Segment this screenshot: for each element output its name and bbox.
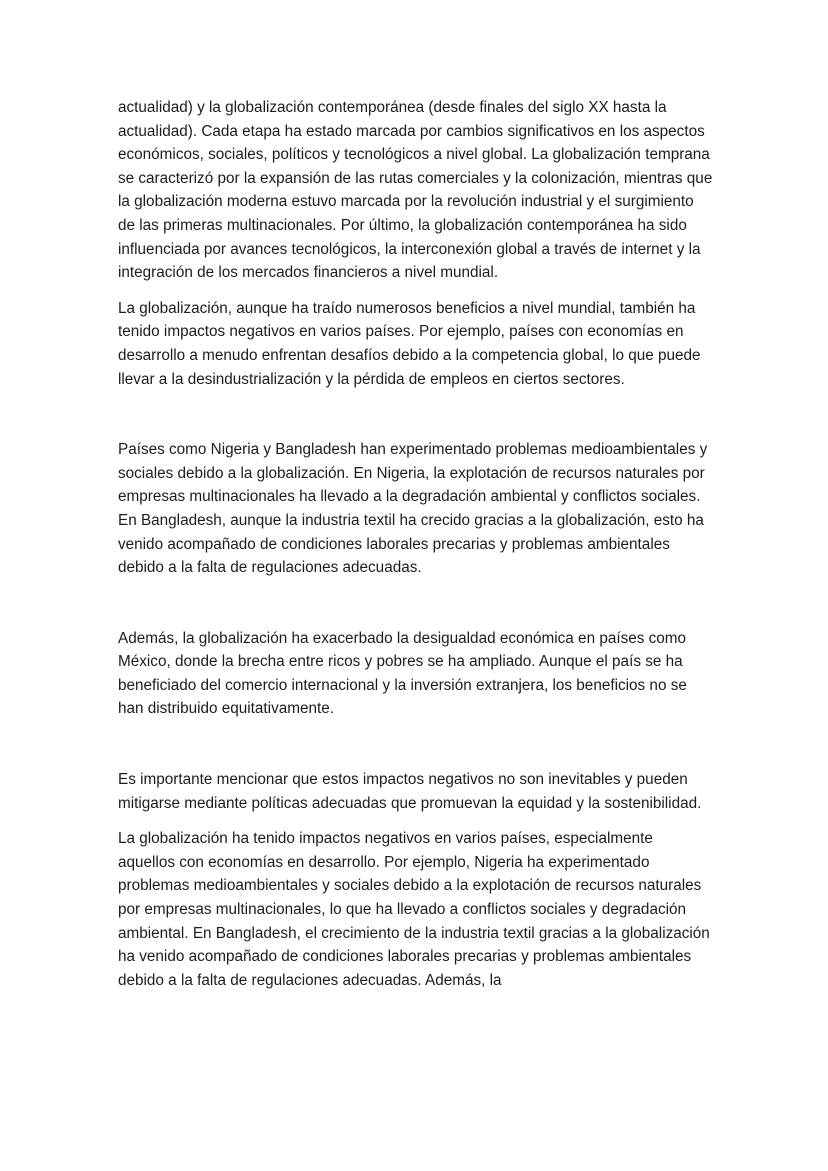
paragraph-6: La globalización ha tenido impactos negativos en varios países, especialmente aquellos con economías en desarrollo. Por ejemplo, Nigeria ha experimentado problemas medioambientales y sociales debido a la explotación de recursos naturales por empresas multinacionales, lo que ha llevado a conflictos sociales y degradación ambiental. En Bangladesh, el crecimiento de la industria textil gracias a la globalización ha venido acompañado de condiciones laborales precarias y problemas ambientales debido a la falta de regulaciones adecuadas. Además, la [118,830,710,989]
paragraph-spacer [118,391,714,438]
paragraph-spacer [118,580,714,627]
paragraph-1: actualidad) y la globalización contemporánea (desde finales del siglo XX hasta la actualidad). Cada etapa ha estado marcada por cambios significativos en los aspectos económicos, sociales, políticos y tecnológicos a nivel global. La globalización temprana se caracterizó por la expansión de las rutas comerciales y la colonización, mientras que la globalización moderna estuvo marcada por la revolución industrial y el surgimiento de las primeras multinacionales. Por último, la globalización contemporánea ha sido influenciada por avances tecnológicos, la interconexión global a través de internet y la integración de los mercados financieros a nivel mundial. [118,99,713,282]
paragraph-spacer [118,285,714,297]
paragraph-4: Además, la globalización ha exacerbado la desigualdad económica en países como México, donde la brecha entre ricos y pobres se ha ampliado. Aunque el país se ha beneficiado del comercio internacional y la inversión extranjera, los beneficios no se han distribuido equitativamente. [118,629,687,718]
paragraph-3: Países como Nigeria y Bangladesh han experimentado problemas medioambientales y sociales debido a la globalización. En Nigeria, la explotación de recursos naturales por empresas multinacionales ha llevado a la degradación ambiental y conflictos sociales. En Bangladesh, aunque la industria textil ha crecido gracias a la globalización, esto ha venido acompañado de condiciones laborales precarias y problemas ambientales debido a la falta de regulaciones adecuadas. [118,441,708,577]
paragraph-spacer [118,815,714,827]
document-body [118,96,714,992]
paragraph-2: La globalización, aunque ha traído numerosos beneficios a nivel mundial, también ha tenido impactos negativos en varios países. Por ejemplo, países con economías en desarrollo a menudo enfrentan desafíos debido a la competencia global, lo que puede llevar a la desindustrialización y la pérdida de empleos en ciertos sectores. [118,299,701,388]
paragraph-5: Es importante mencionar que estos impactos negativos no son inevitables y pueden mitigarse mediante políticas adecuadas que promuevan la equidad y la sostenibilidad. [118,771,702,812]
paragraph-spacer [118,721,714,768]
